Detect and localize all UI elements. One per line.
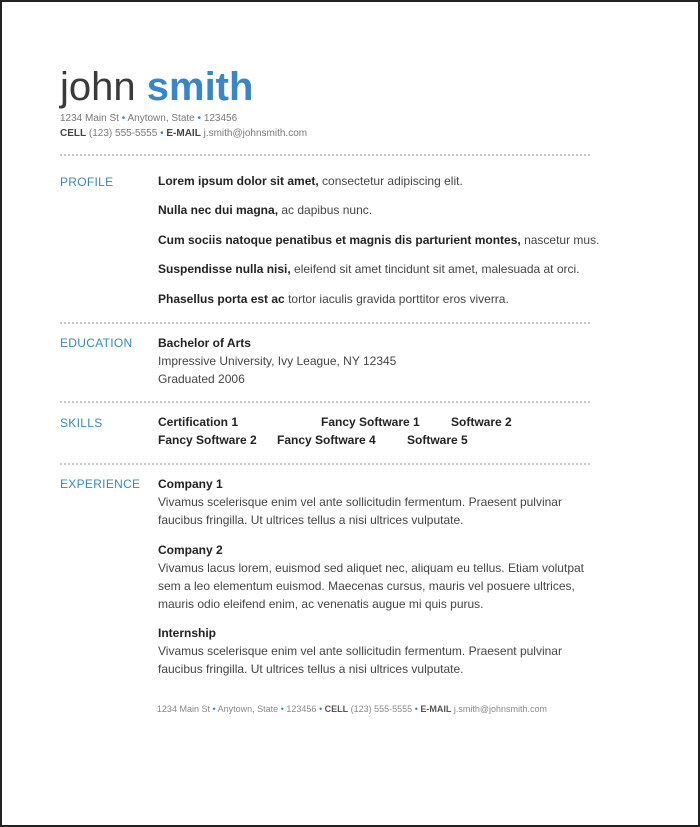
first-name: john bbox=[60, 65, 136, 109]
footer-contact bbox=[2, 704, 700, 714]
separator-dot: • bbox=[212, 704, 216, 714]
skill-item: Software 5 bbox=[407, 433, 468, 447]
skill-item: Fancy Software 4 bbox=[277, 433, 376, 447]
profile-item-text: eleifend sit amet tincidunt sit amet, malesuada at orci. bbox=[290, 262, 580, 276]
profile-section-label: PROFILE bbox=[60, 175, 114, 189]
profile-item bbox=[158, 292, 509, 306]
footer-address: 1234 Main St bbox=[156, 704, 210, 714]
cell-label: CELL bbox=[60, 128, 87, 139]
graduation-year: Graduated 2006 bbox=[158, 372, 245, 386]
city: Anytown, State bbox=[127, 113, 195, 124]
section-divider bbox=[60, 322, 590, 324]
profile-item-text: consectetur adipiscing elit. bbox=[318, 174, 463, 188]
candidate-name bbox=[60, 62, 253, 112]
profile-item-text: tortor iaculis gravida porttitor eros viverra. bbox=[284, 292, 509, 306]
profile-item bbox=[158, 203, 372, 217]
separator-dot: • bbox=[414, 704, 418, 714]
section-divider bbox=[60, 401, 590, 403]
profile-item-bold: Suspendisse nulla nisi, bbox=[158, 262, 291, 276]
cell-number: (123) 555-5555 bbox=[88, 128, 158, 139]
footer-city: Anytown, State bbox=[217, 704, 279, 714]
school: Impressive University, Ivy League, NY 12345 bbox=[158, 354, 397, 368]
profile-item bbox=[158, 174, 463, 188]
job-title: Company 2 bbox=[158, 543, 223, 557]
profile-item-bold: Nulla nec dui magna, bbox=[158, 203, 279, 217]
skill-item: Software 2 bbox=[451, 415, 512, 429]
skills-section-label: SKILLS bbox=[60, 416, 103, 430]
footer-cell-label: CELL bbox=[324, 704, 349, 714]
profile-item bbox=[158, 233, 599, 247]
job-title: Internship bbox=[158, 626, 217, 640]
footer-email-label: E-MAIL bbox=[420, 704, 452, 714]
contact-address-line bbox=[60, 113, 237, 124]
separator-dot: • bbox=[318, 704, 323, 714]
email-address: j.smith@johnsmith.com bbox=[203, 128, 308, 139]
experience-section-label: EXPERIENCE bbox=[60, 477, 141, 491]
last-name: smith bbox=[146, 65, 254, 109]
section-divider bbox=[60, 154, 590, 156]
job-description: Vivamus scelerisque enim vel ante sollicitudin fermentum. Praesent pulvinar faucibus fringilla. Ut ultrices tellus a nisi ultrices vulputate. bbox=[158, 644, 562, 676]
job-title: Company 1 bbox=[158, 477, 223, 491]
degree: Bachelor of Arts bbox=[158, 336, 251, 350]
address: 1234 Main St bbox=[60, 113, 119, 124]
separator-dot: • bbox=[121, 113, 126, 124]
separator-dot: • bbox=[160, 128, 164, 139]
job-description: Vivamus lacus lorem, euismod sed aliquet nec, aliquam eu tellus. Etiam volutpat sem a leo elementum euismod. Maecenas cursus, mauris vel posuere ultrices, mauris odio eleifend enim, ac venenatis augue mi quis purus. bbox=[158, 561, 584, 611]
profile-item-text: nascetur mus. bbox=[520, 233, 600, 247]
skill-item: Fancy Software 2 bbox=[158, 433, 257, 447]
footer-zip: 123456 bbox=[286, 704, 317, 714]
section-divider bbox=[60, 463, 590, 465]
profile-item-text: ac dapibus nunc. bbox=[278, 203, 373, 217]
skill-item: Fancy Software 1 bbox=[321, 415, 420, 429]
zip: 123456 bbox=[203, 113, 238, 124]
profile-item-bold: Lorem ipsum dolor sit amet, bbox=[158, 174, 319, 188]
footer-cell: (123) 555-5555 bbox=[350, 704, 413, 714]
separator-dot: • bbox=[197, 113, 202, 124]
email-label: E-MAIL bbox=[166, 128, 201, 139]
profile-item bbox=[158, 262, 580, 276]
footer-email: j.smith@johnsmith.com bbox=[453, 704, 548, 714]
job-description: Vivamus scelerisque enim vel ante sollicitudin fermentum. Praesent pulvinar faucibus fringilla. Ut ultrices tellus a nisi ultrices vulputate. bbox=[158, 495, 562, 527]
profile-item-bold: Phasellus porta est ac bbox=[158, 292, 285, 306]
profile-item-bold: Cum sociis natoque penatibus et magnis dis parturient montes, bbox=[158, 233, 521, 247]
contact-phone-email-line bbox=[60, 128, 307, 139]
skill-item: Certification 1 bbox=[158, 415, 239, 429]
separator-dot: • bbox=[280, 704, 284, 714]
education-section-label: EDUCATION bbox=[60, 336, 133, 350]
